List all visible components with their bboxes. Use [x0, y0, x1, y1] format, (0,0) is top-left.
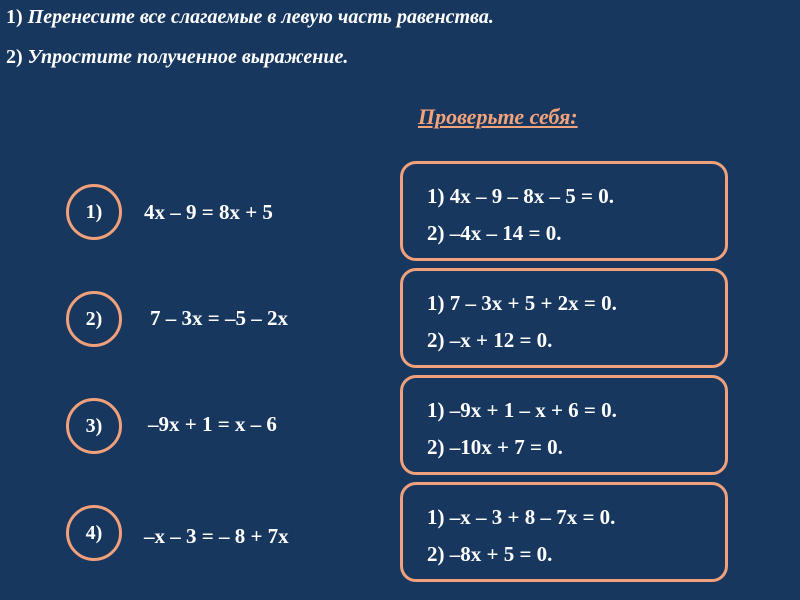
task-3-equation: –9x + 1 = x – 6 — [148, 412, 277, 436]
task-3-number-circle — [66, 398, 122, 454]
answer-3-line-1: 1) –9x + 1 – x + 6 = 0. — [427, 398, 617, 422]
answer-3-line-2: 2) –10x + 7 = 0. — [427, 435, 563, 459]
task-4-number-circle — [66, 505, 122, 561]
task-4-number: 4) — [85, 521, 103, 544]
task-2-number: 2) — [85, 307, 103, 330]
answer-box-2 — [400, 268, 728, 368]
instruction-2-number: 2) — [6, 46, 23, 68]
instruction-1 — [6, 6, 494, 29]
answer-1-line-2: 2) –4x – 14 = 0. — [427, 221, 562, 245]
task-1-number-circle — [66, 184, 122, 240]
task-3-number: 3) — [85, 414, 103, 437]
task-2-number-circle — [66, 291, 122, 347]
answer-2-line-2: 2) –x + 12 = 0. — [427, 328, 553, 352]
answer-4-line-1: 1) –x – 3 + 8 – 7x = 0. — [427, 505, 616, 529]
task-4-equation: –x – 3 = – 8 + 7x — [144, 524, 289, 548]
answer-box-3 — [400, 375, 728, 475]
instruction-1-text: Перенесите все слагаемые в левую часть равенства. — [27, 6, 494, 28]
answer-box-4 — [400, 482, 728, 582]
task-1-number: 1) — [85, 200, 103, 223]
task-1-equation: 4x – 9 = 8x + 5 — [144, 200, 273, 224]
answer-2-line-1: 1) 7 – 3x + 5 + 2x = 0. — [427, 291, 617, 315]
answer-4-line-2: 2) –8x + 5 = 0. — [427, 542, 553, 566]
instruction-2-text: Упростите полученное выражение. — [27, 46, 349, 68]
task-2-equation: 7 – 3x = –5 – 2x — [150, 306, 288, 330]
instruction-1-number: 1) — [6, 6, 23, 28]
answer-box-1 — [400, 161, 728, 261]
instruction-2 — [6, 46, 348, 69]
check-yourself-heading: Проверьте себя: — [418, 104, 578, 129]
answer-1-line-1: 1) 4x – 9 – 8x – 5 = 0. — [427, 184, 614, 208]
